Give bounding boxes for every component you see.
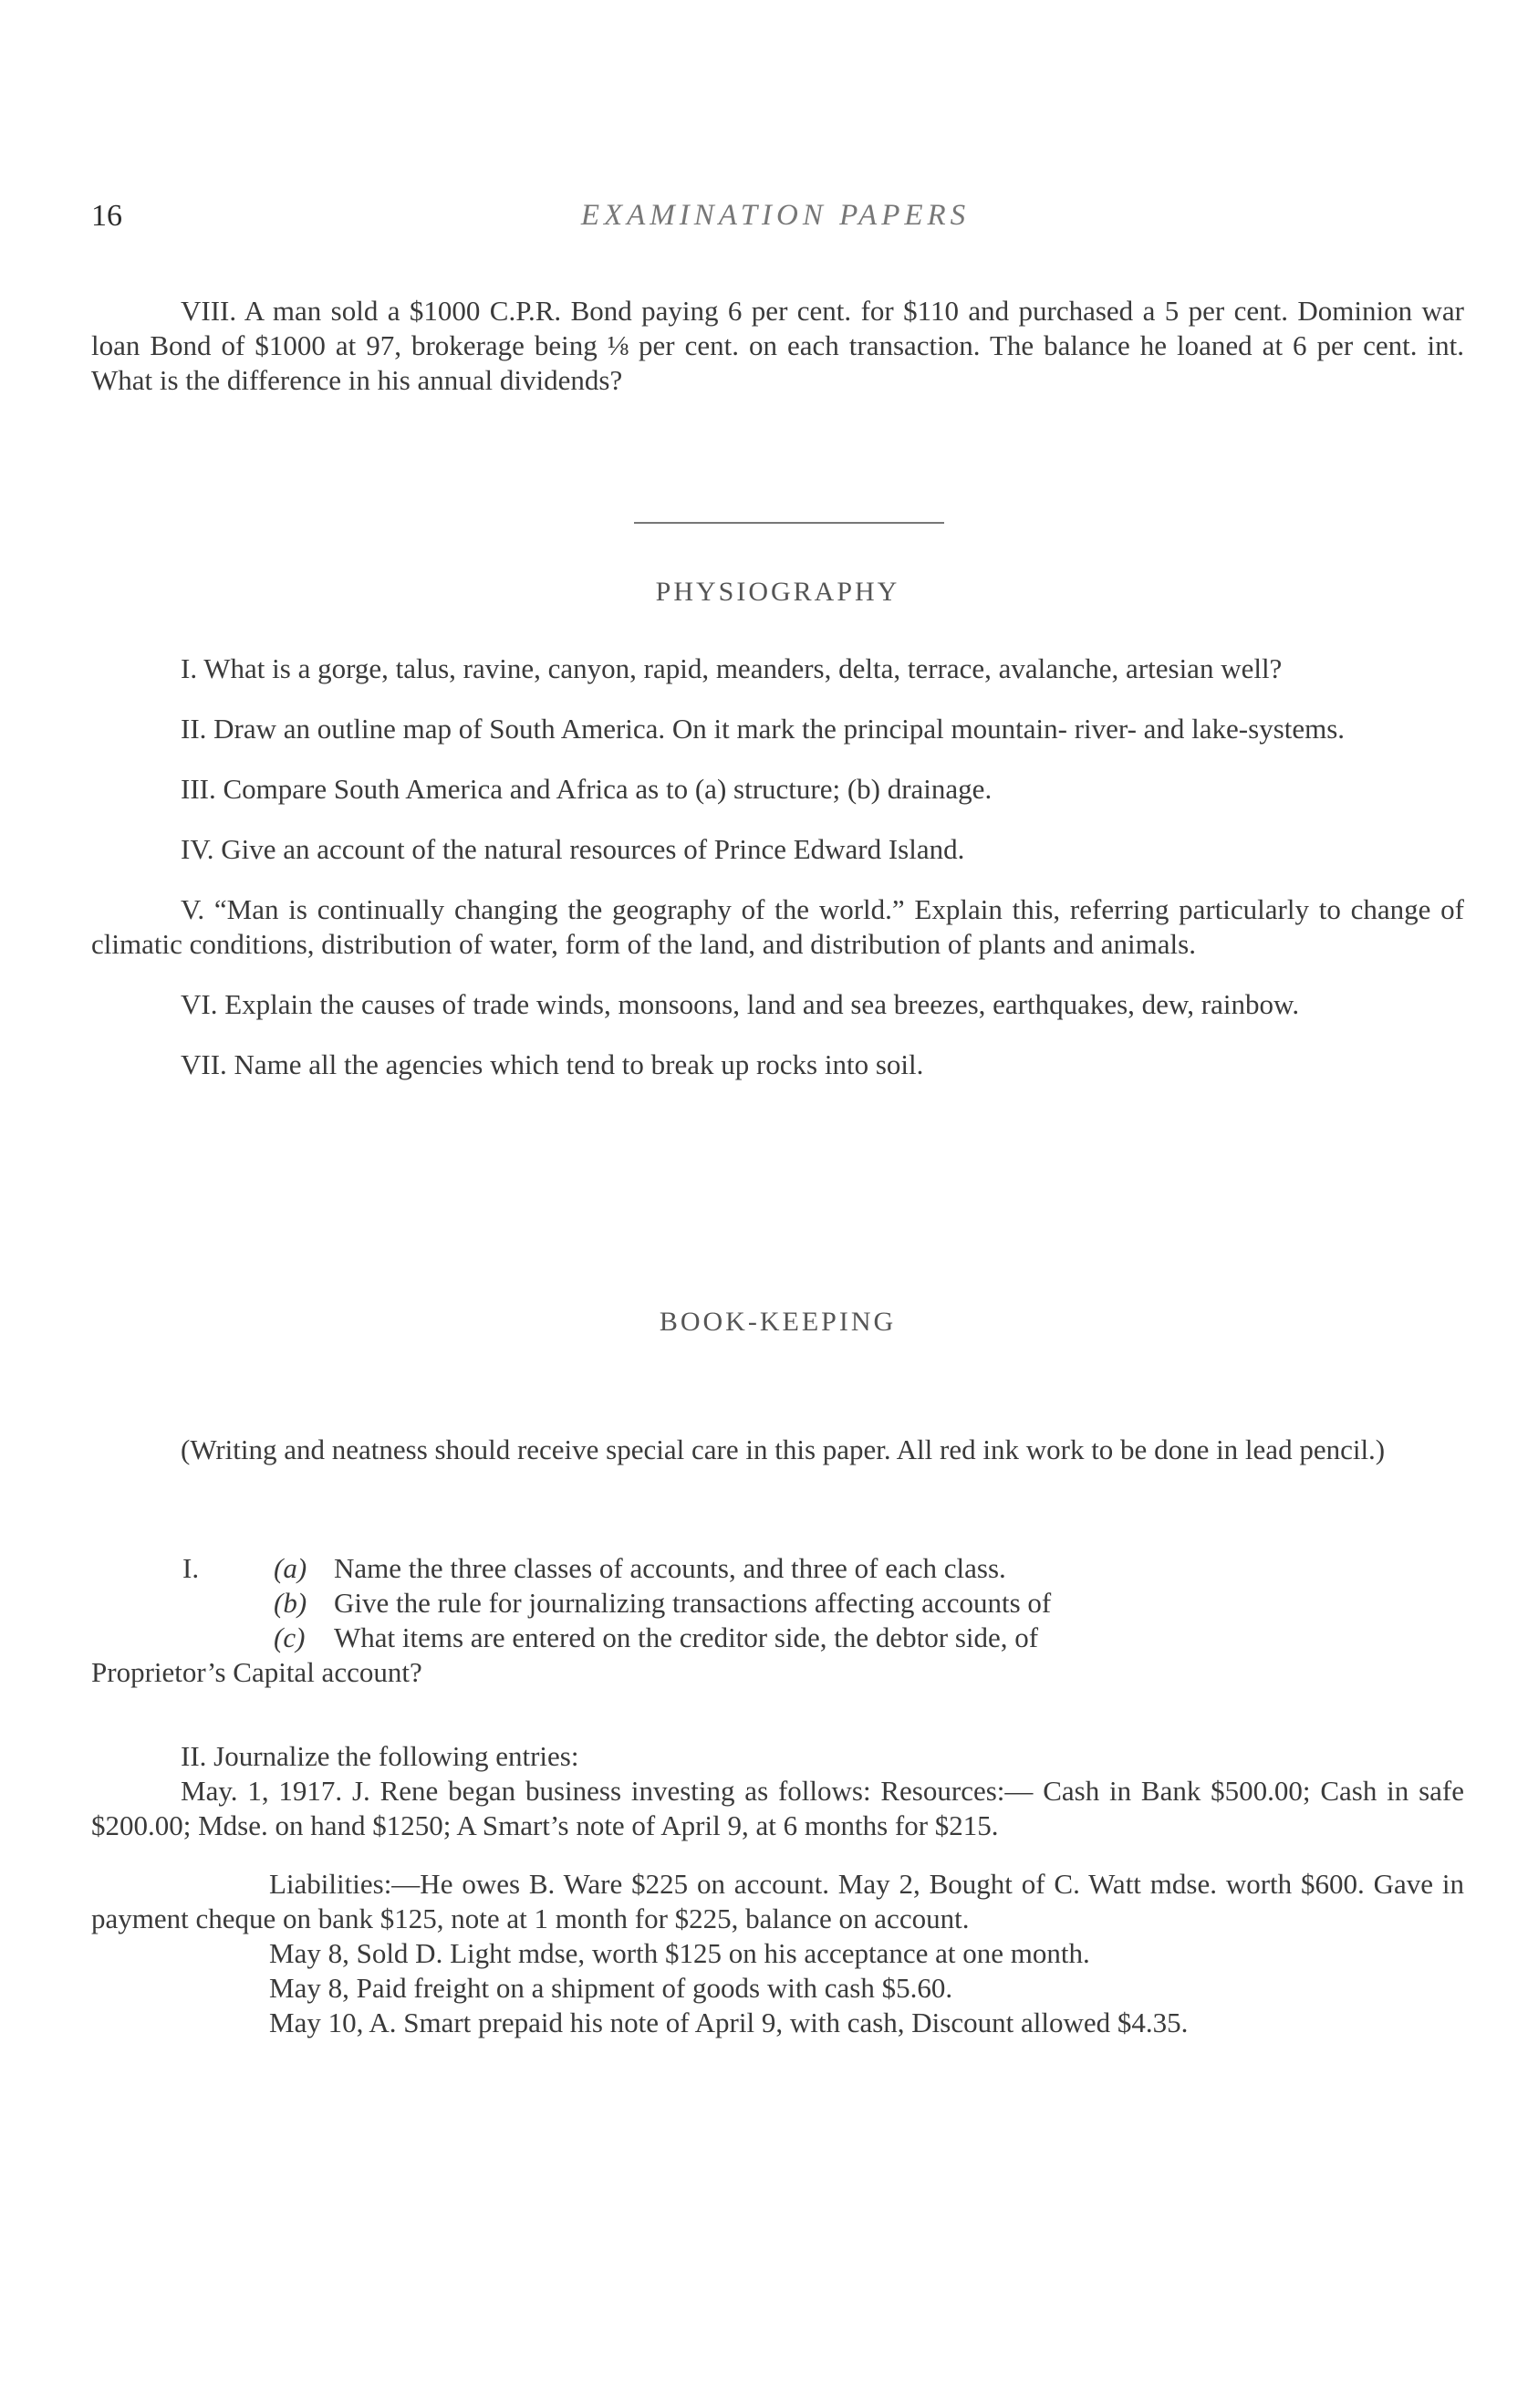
- part-text: Give the rule for journalizing transactions affecting accounts of: [334, 1587, 1052, 1619]
- physiography-question-6: VI. Explain the causes of trade winds, monsoons, land and sea breezes, earthquakes, dew, rainbow.: [181, 988, 1300, 1020]
- arithmetic-question-8-block: [91, 294, 1464, 398]
- part-label: (c): [274, 1621, 306, 1653]
- journal-entry-4: May 8, Paid freight on a shipment of goods with cash $5.60.: [269, 1972, 953, 2004]
- physiography-question-3: III. Compare South America and Africa as to (a) structure; (b) drainage.: [181, 773, 993, 805]
- bookkeeping-note: (Writing and neatness should receive special care in this paper. All red ink work to be done in lead pencil.): [181, 1433, 1386, 1465]
- physiography-questions: [91, 652, 1464, 1082]
- journal-entry-3: May 8, Sold D. Light mdse, worth $125 on his acceptance at one month.: [269, 1937, 1090, 1969]
- page-number: 16: [91, 199, 122, 233]
- physiography-question-2: II. Draw an outline map of South America. On it mark the principal mountain- river- and lake-systems.: [181, 713, 1346, 745]
- section-divider: [634, 522, 944, 524]
- page-header: [91, 199, 1460, 245]
- physiography-title: PHYSIOGRAPHY: [655, 577, 900, 607]
- physiography-question-5: V. “Man is continually changing the geography of the world.” Explain this, referring particularly to change of climatic conditions, distribution of water, form of the land, and distribution of plants and animals.: [91, 893, 1464, 960]
- bookkeeping-question-1c: [91, 1621, 1464, 1655]
- journal-entry-1: May. 1, 1917. J. Rene began business investing as follows: Resources:— Cash in Bank $500.00; Cash in safe $200.00; Mdse. on hand $1250; A Smart’s note of April 9, at 6 months for $215.: [91, 1775, 1464, 1841]
- physiography-question-7: VII. Name all the agencies which tend to break up rocks into soil.: [181, 1048, 924, 1080]
- physiography-question-1: I. What is a gorge, talus, ravine, canyon, rapid, meanders, delta, terrace, avalanche, artesian well?: [181, 652, 1283, 684]
- journal-entry-2: Liabilities:—He owes B. Ware $225 on account. May 2, Bought of C. Watt mdse. worth $600. Gave in payment cheque on bank $125, note at 1 month for $225, balance on account.: [91, 1868, 1464, 1934]
- bookkeeping-question-2-intro: II. Journalize the following entries:: [181, 1740, 579, 1772]
- physiography-question-4: IV. Give an account of the natural resources of Prince Edward Island.: [181, 833, 965, 865]
- bookkeeping-question-1b: [91, 1586, 1464, 1621]
- bookkeeping-note-block: [91, 1433, 1464, 1467]
- running-title: EXAMINATION PAPERS: [580, 199, 971, 232]
- bookkeeping-question-2: [91, 1739, 1464, 2040]
- question-number: I.: [182, 1552, 200, 1584]
- part-text: Name the three classes of accounts, and three of each class.: [334, 1552, 1006, 1584]
- bookkeeping-question-1a: [91, 1551, 1464, 1586]
- journal-entry-5: May 10, A. Smart prepaid his note of April 9, with cash, Discount allowed $4.35.: [269, 2007, 1189, 2038]
- part-label: (b): [274, 1587, 307, 1619]
- bookkeeping-title: BOOK-KEEPING: [659, 1307, 897, 1337]
- part-label: (a): [274, 1552, 307, 1584]
- part-text: What items are entered on the creditor side, the debtor side, of: [334, 1621, 1039, 1653]
- arithmetic-question-8: VIII. A man sold a $1000 C.P.R. Bond paying 6 per cent. for $110 and purchased a 5 per cent. Dominion war loan Bond of $1000 at 97, brokerage being ⅛ per cent. on each transaction. The balance he loaned at 6 per cent. int. What is the difference in his annual dividends?: [91, 295, 1464, 396]
- bookkeeping-question-1c-continued: Proprietor’s Capital account?: [91, 1656, 422, 1688]
- bookkeeping-question-1: [91, 1551, 1464, 1690]
